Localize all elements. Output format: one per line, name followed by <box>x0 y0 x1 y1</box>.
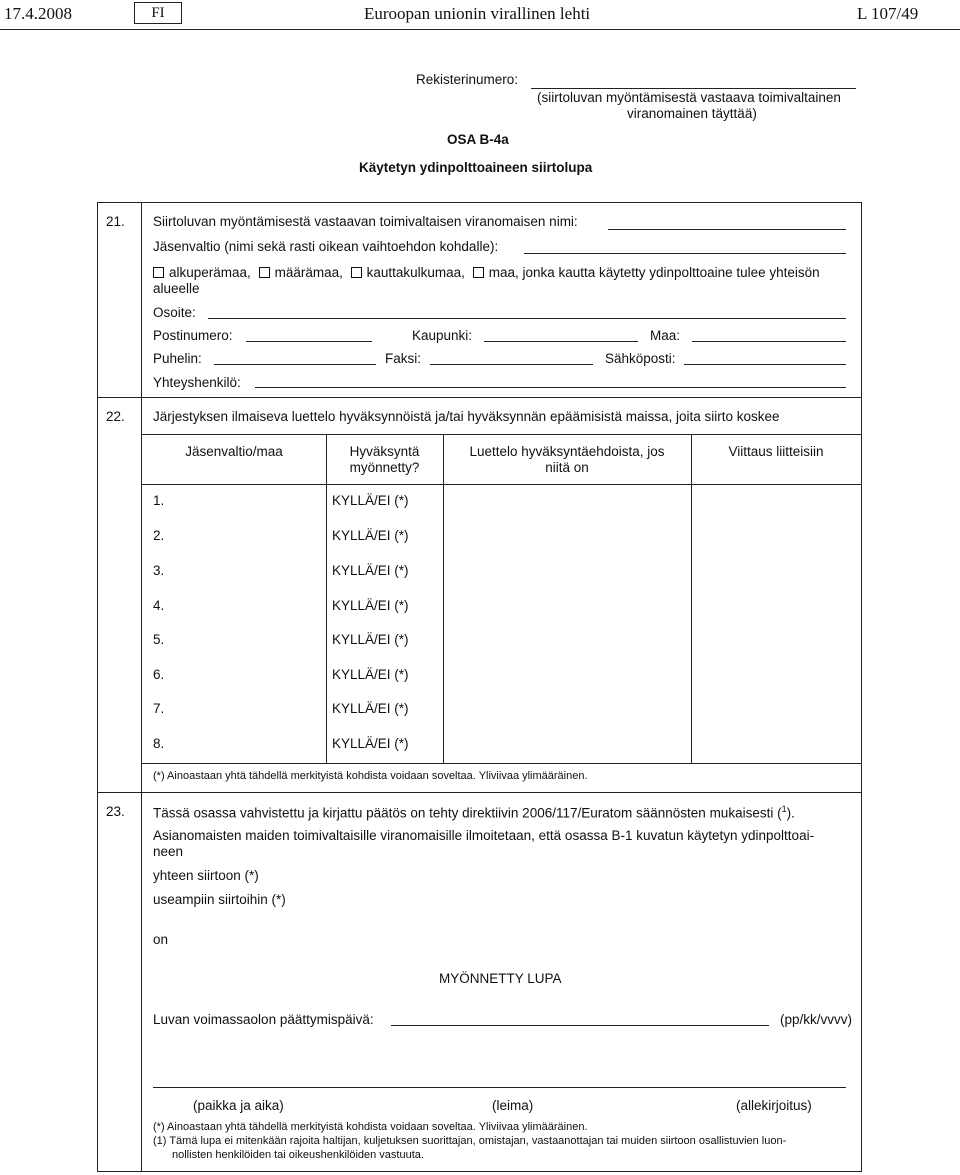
decision-statement-end: ). <box>786 805 795 821</box>
signature-caption: (allekirjoitus) <box>736 1098 812 1113</box>
table-col-divider-1 <box>326 434 327 763</box>
table-row-number: 2. <box>153 528 165 543</box>
country-role-options <box>153 265 820 280</box>
frame-left <box>97 202 98 1172</box>
table-header-annex-ref: Viittaus liitteisiin <box>728 444 824 459</box>
on-word: on <box>153 932 169 947</box>
section-23-footnote-1: (*) Ainoastaan yhtä tähdellä merkityistä kohdista voidaan soveltaa. Yliviivaa ylimääräinen. <box>153 1121 588 1133</box>
decision-statement <box>153 804 795 821</box>
date-format-hint: (pp/kk/vvvv) <box>780 1012 853 1027</box>
city-label: Kaupunki: <box>412 328 473 343</box>
section-22-title: Järjestyksen ilmaiseva luettelo hyväksynnöistä ja/tai hyväksynnän epäämisistä maissa, joita siirto koskee <box>153 409 780 424</box>
section-23-footnote-2 <box>153 1135 858 1147</box>
section-21-divider <box>97 397 861 398</box>
registration-input-line[interactable] <box>531 88 856 89</box>
contact-person-input-line[interactable] <box>255 387 846 388</box>
postcode-input-line[interactable] <box>246 341 372 342</box>
table-bottom-border <box>142 763 861 764</box>
table-row-approval[interactable]: KYLLÄ/EI (*) <box>332 632 409 647</box>
registration-note-2: viranomainen täyttää) <box>627 106 757 121</box>
contact-person-label: Yhteyshenkilö: <box>153 375 241 390</box>
table-top-border <box>142 434 861 435</box>
number-column-divider <box>141 202 142 1172</box>
form-subtitle: Käytetyn ydinpolttoaineen siirtolupa <box>359 160 593 175</box>
table-header-approval-b: myönnetty? <box>349 460 420 475</box>
address-label: Osoite: <box>153 305 196 320</box>
table-row-approval[interactable]: KYLLÄ/EI (*) <box>332 598 409 613</box>
table-row-number: 3. <box>153 563 165 578</box>
frame-bottom <box>97 1171 862 1172</box>
table-row-number: 8. <box>153 736 165 751</box>
address-input-line[interactable] <box>208 318 846 319</box>
table-row-number: 6. <box>153 667 165 682</box>
table-row-approval[interactable]: KYLLÄ/EI (*) <box>332 701 409 716</box>
section-21-number: 21. <box>106 214 125 229</box>
table-row-approval[interactable]: KYLLÄ/EI (*) <box>332 528 409 543</box>
entry-country-option-label: maa, jonka kautta käytetty ydinpolttoaine tulee yhteisön <box>488 265 820 280</box>
table-row-number: 5. <box>153 632 165 647</box>
email-label: Sähköposti: <box>605 351 676 366</box>
expiry-date-input-line[interactable] <box>391 1025 769 1026</box>
table-row-approval[interactable]: KYLLÄ/EI (*) <box>332 493 409 508</box>
place-time-caption: (paikka ja aika) <box>193 1098 284 1113</box>
destination-checkbox[interactable] <box>259 267 270 278</box>
destination-option-label: määrämaa, <box>274 265 343 280</box>
part-title: OSA B-4a <box>447 132 509 147</box>
member-state-input-line[interactable] <box>524 253 846 254</box>
table-row-approval[interactable]: KYLLÄ/EI (*) <box>332 667 409 682</box>
table-row-number: 4. <box>153 598 165 613</box>
notification-statement-continued: neen <box>153 844 184 859</box>
transit-option-label: kauttakulkumaa, <box>366 265 465 280</box>
authority-label: Siirtoluvan myöntämisestä vastaavan toimivaltaisen viranomaisen nimi: <box>153 214 578 229</box>
transit-checkbox[interactable] <box>351 267 362 278</box>
language-badge: FI <box>134 2 182 24</box>
expiry-date-label: Luvan voimassaolon päättymispäivä: <box>153 1012 374 1027</box>
section-23-footnote-2-continued: nollisten henkilöiden tai oikeushenkilöiden vastuuta. <box>172 1149 424 1161</box>
table-header-approval-a: Hyväksyntä <box>349 444 420 459</box>
header-date: 17.4.2008 <box>4 4 72 23</box>
origin-option-label: alkuperämaa, <box>169 265 251 280</box>
journal-title: Euroopan unionin virallinen lehti <box>364 4 591 23</box>
authority-input-line[interactable] <box>608 229 846 230</box>
frame-right <box>861 202 862 1172</box>
member-state-label: Jäsenvaltio (nimi sekä rasti oikean vaihtoehdon kohdalle): <box>153 239 499 254</box>
table-row-approval[interactable]: KYLLÄ/EI (*) <box>332 736 409 751</box>
country-label: Maa: <box>650 328 681 343</box>
frame-top <box>97 202 861 203</box>
entry-country-checkbox[interactable] <box>473 267 484 278</box>
table-header-member-state: Jäsenvaltio/maa <box>185 444 283 459</box>
origin-checkbox[interactable] <box>153 267 164 278</box>
phone-label: Puhelin: <box>153 351 202 366</box>
registration-note-1: (siirtoluvan myöntämisestä vastaava toimivaltainen <box>537 90 841 105</box>
phone-input-line[interactable] <box>214 364 376 365</box>
table-col-divider-3 <box>691 434 692 763</box>
email-input-line[interactable] <box>684 364 846 365</box>
entry-country-option-continued: alueelle <box>153 281 200 296</box>
city-input-line[interactable] <box>484 341 638 342</box>
table-header-conditions-b: niitä on <box>545 460 589 475</box>
stamp-caption: (leima) <box>492 1098 534 1113</box>
table-row-number: 7. <box>153 701 165 716</box>
table-row-number: 1. <box>153 493 165 508</box>
table-header-conditions-a: Luettelo hyväksyntäehdoista, jos <box>469 444 665 459</box>
registration-label: Rekisterinumero: <box>416 72 519 87</box>
section-22-footnote: (*) Ainoastaan yhtä tähdellä merkityistä kohdista voidaan soveltaa. Yliviivaa ylimääräinen. <box>153 770 588 782</box>
multiple-shipments-option[interactable]: useampiin siirtoihin (*) <box>153 892 286 907</box>
table-row-approval[interactable]: KYLLÄ/EI (*) <box>332 563 409 578</box>
section-22-number: 22. <box>106 409 125 424</box>
table-col-divider-2 <box>443 434 444 763</box>
postcode-label: Postinumero: <box>153 328 233 343</box>
notification-statement: Asianomaisten maiden toimivaltaisille viranomaisille ilmoitetaan, että osassa B-1 kuvatun käytetyn ydinpolttoai- <box>153 828 815 843</box>
footnote-2-text: Tämä lupa ei mitenkään rajoita haltijan, kuljetuksen suorittajan, omistajan, vastaanottajan tai muiden siirtoon osallistuvien luon- <box>169 1135 787 1147</box>
fax-input-line[interactable] <box>430 364 593 365</box>
decision-footnote-ref: 1 <box>781 804 787 814</box>
fax-label: Faksi: <box>385 351 422 366</box>
header-rule <box>0 29 960 30</box>
page-number: L 107/49 <box>857 4 919 23</box>
signature-line[interactable] <box>153 1087 846 1088</box>
section-23-number: 23. <box>106 804 125 819</box>
decision-statement-text: Tässä osassa vahvistettu ja kirjattu päätös on tehty direktiivin 2006/117/Euratom säännösten mukaisesti ( <box>153 805 782 821</box>
table-header-border <box>142 484 861 485</box>
single-shipment-option[interactable]: yhteen siirtoon (*) <box>153 868 259 883</box>
country-input-line[interactable] <box>692 341 846 342</box>
permit-granted-heading: MYÖNNETTY LUPA <box>439 971 562 986</box>
section-22-divider <box>97 792 861 793</box>
footnote-2-marker: (1) <box>153 1135 167 1147</box>
